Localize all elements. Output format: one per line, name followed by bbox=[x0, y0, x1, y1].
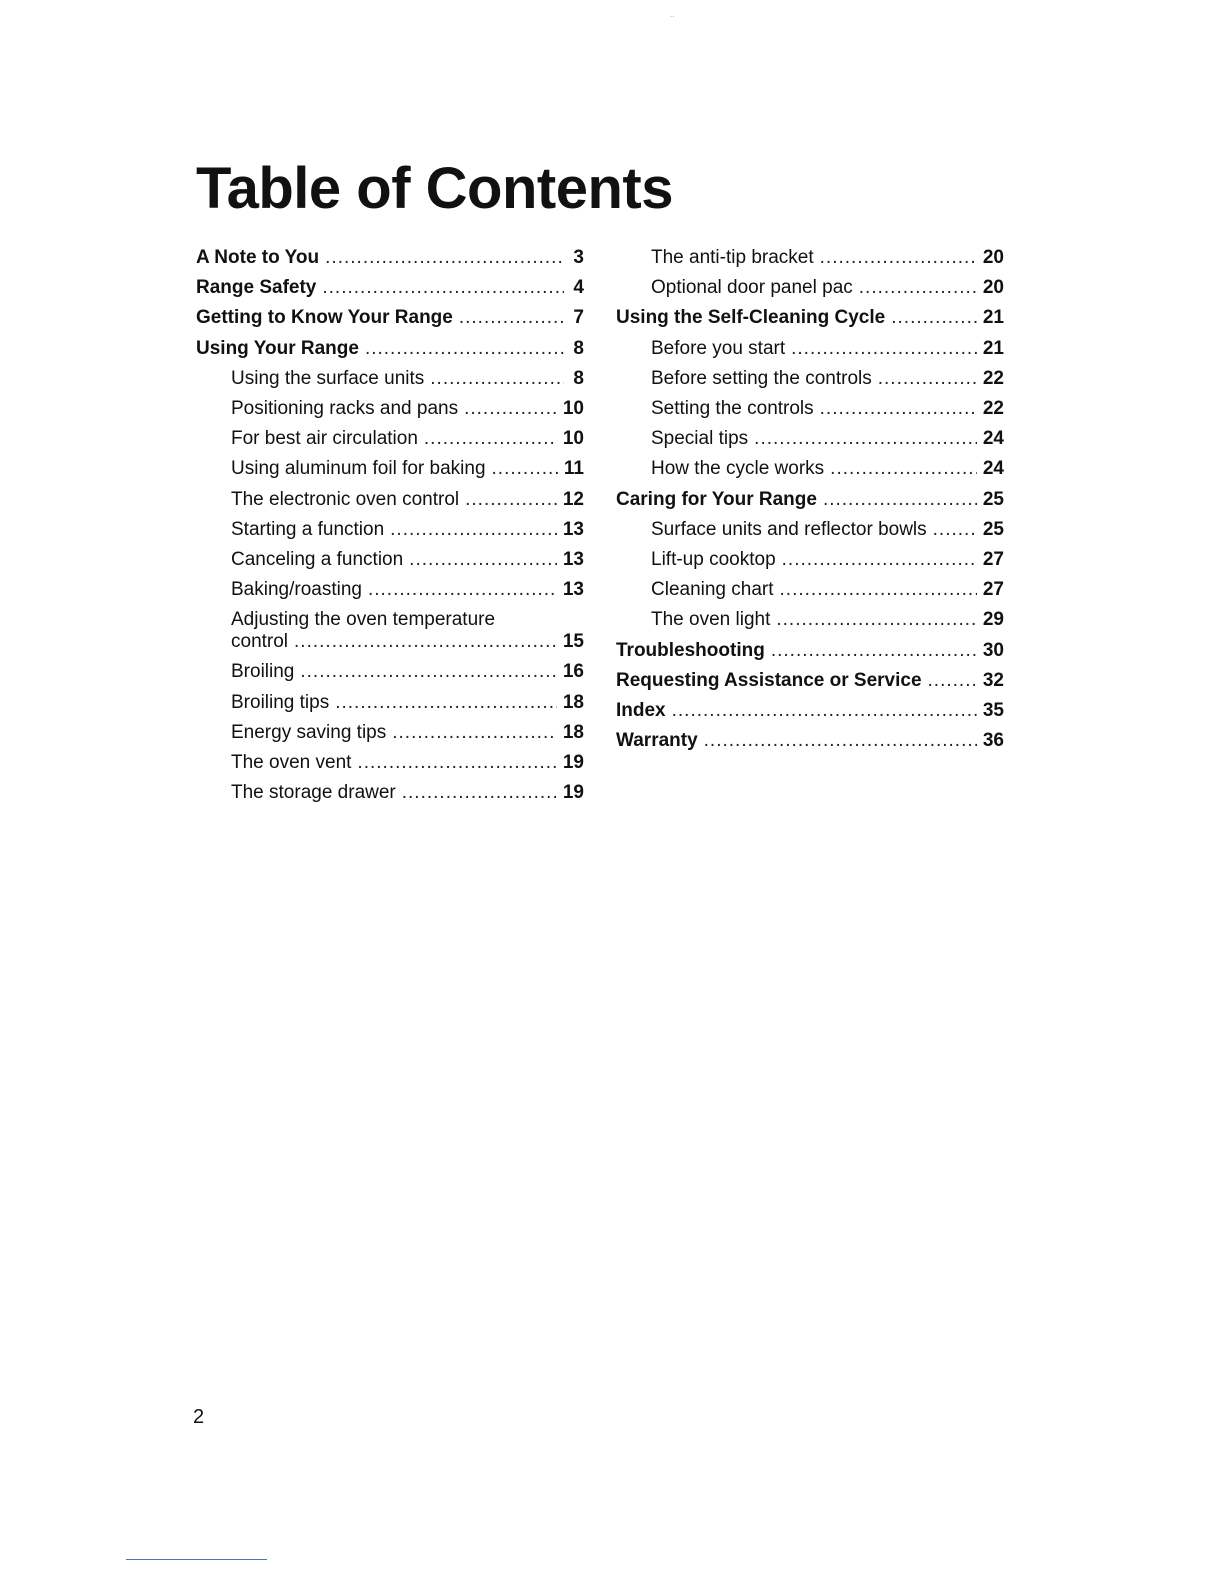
scan-speck: .. bbox=[670, 10, 675, 19]
dot-leader bbox=[368, 575, 557, 605]
toc-entry-label: Positioning racks and pans bbox=[231, 398, 459, 420]
toc-entry-how-the-cycle-works[interactable] bbox=[616, 454, 1004, 484]
toc-entry-page: 25 bbox=[982, 488, 1004, 510]
toc-entry-page: 24 bbox=[982, 458, 1004, 480]
toc-entry-caring-for-your-range[interactable] bbox=[616, 485, 1004, 515]
toc-entry-label: Using aluminum foil for baking bbox=[231, 458, 486, 480]
toc-entry-special-tips[interactable] bbox=[616, 424, 1004, 454]
toc-entry-label: The anti-tip bracket bbox=[651, 247, 814, 268]
toc-entry-surface-units-and-reflector-bowls[interactable] bbox=[616, 515, 1004, 545]
toc-entry-page: 35 bbox=[982, 700, 1004, 722]
dot-leader bbox=[459, 303, 564, 333]
toc-entry-label: Adjusting the oven temperature bbox=[231, 609, 496, 631]
dot-leader bbox=[791, 334, 977, 364]
dot-leader bbox=[776, 605, 977, 635]
toc-entry-page: 21 bbox=[982, 307, 1004, 329]
toc-entry-before-setting-the-controls[interactable] bbox=[616, 364, 1004, 394]
toc-entry-using-aluminum-foil-for-baking[interactable] bbox=[196, 454, 584, 484]
toc-entry-label: The oven vent bbox=[231, 752, 352, 774]
dot-leader bbox=[325, 243, 564, 273]
dot-leader bbox=[390, 515, 557, 545]
toc-entry-page: 13 bbox=[562, 549, 584, 571]
toc-entry-page: 20 bbox=[982, 277, 1004, 299]
dot-leader bbox=[294, 631, 557, 653]
toc-entry-setting-the-controls[interactable] bbox=[616, 394, 1004, 424]
dot-leader bbox=[823, 485, 977, 515]
dot-leader bbox=[780, 575, 977, 605]
toc-entry-broiling-tips[interactable] bbox=[196, 688, 584, 718]
dot-leader bbox=[465, 485, 557, 515]
toc-entry-label: Energy saving tips bbox=[231, 721, 387, 743]
toc-entry-page: 18 bbox=[562, 721, 584, 743]
toc-entry-the-oven-light[interactable] bbox=[616, 605, 1004, 635]
toc-entry-adjusting-the-oven-temperature[interactable] bbox=[196, 605, 584, 657]
dot-leader bbox=[402, 778, 557, 808]
toc-entry-the-electronic-oven-control[interactable] bbox=[196, 485, 584, 515]
dot-leader bbox=[357, 748, 556, 778]
dot-leader bbox=[492, 454, 558, 484]
toc-right-column bbox=[616, 243, 1004, 756]
dot-leader bbox=[409, 545, 557, 575]
toc-entry-label: Warranty bbox=[616, 730, 698, 752]
toc-entry-the-oven-vent[interactable] bbox=[196, 748, 584, 778]
dot-leader bbox=[424, 424, 557, 454]
toc-entry-page: 29 bbox=[982, 609, 1004, 631]
toc-entry-baking-roasting[interactable] bbox=[196, 575, 584, 605]
toc-entry-requesting-assistance-or-service[interactable] bbox=[616, 666, 1004, 696]
toc-entry-label: Broiling bbox=[231, 661, 295, 683]
toc-entry-page: 20 bbox=[982, 247, 1004, 268]
toc-entry-label: Using Your Range bbox=[196, 337, 359, 359]
toc-entry-label: For best air circulation bbox=[231, 428, 418, 450]
dot-leader bbox=[365, 334, 564, 364]
toc-entry-page: 27 bbox=[982, 579, 1004, 601]
toc-entry-label: Baking/roasting bbox=[231, 579, 362, 601]
toc-entry-label: Getting to Know Your Range bbox=[196, 307, 453, 329]
toc-entry-page: 13 bbox=[562, 518, 584, 540]
dot-leader bbox=[300, 657, 556, 687]
toc-entry-page: 16 bbox=[562, 661, 584, 683]
dot-leader bbox=[820, 394, 977, 424]
toc-entry-page: 15 bbox=[562, 631, 584, 653]
toc-entry-label: Setting the controls bbox=[651, 398, 814, 420]
dot-leader bbox=[322, 273, 564, 303]
toc-entry-energy-saving-tips[interactable] bbox=[196, 718, 584, 748]
dot-leader bbox=[878, 364, 977, 394]
toc-entry-page: 8 bbox=[573, 337, 584, 359]
toc-entry-label-continued: control bbox=[231, 631, 289, 653]
toc-entry-page: 12 bbox=[562, 488, 584, 510]
dot-leader bbox=[754, 424, 977, 454]
toc-entry-label: Broiling tips bbox=[231, 691, 330, 713]
toc-entry-label: Optional door panel pac bbox=[651, 277, 853, 299]
toc-entry-the-storage-drawer[interactable] bbox=[196, 778, 584, 808]
toc-entry-lift-up-cooktop[interactable] bbox=[616, 545, 1004, 575]
toc-entry-the-anti-tip-bracket[interactable] bbox=[616, 243, 1004, 273]
toc-entry-page: 4 bbox=[573, 277, 584, 299]
dot-leader bbox=[830, 454, 977, 484]
toc-entry-label: The storage drawer bbox=[231, 782, 396, 804]
dot-leader bbox=[771, 636, 977, 666]
toc-entry-getting-to-know-your-range[interactable] bbox=[196, 303, 584, 333]
dot-leader bbox=[859, 273, 977, 303]
toc-entry-a-note-to-you[interactable] bbox=[196, 243, 584, 273]
toc-entry-page: 30 bbox=[982, 639, 1004, 661]
toc-entry-page: 22 bbox=[982, 398, 1004, 420]
toc-entry-label: Canceling a function bbox=[231, 549, 404, 571]
toc-entry-label: The electronic oven control bbox=[231, 488, 460, 510]
toc-entry-page: 27 bbox=[982, 549, 1004, 571]
bottom-rule bbox=[126, 1559, 267, 1560]
toc-entry-label: Requesting Assistance or Service bbox=[616, 669, 922, 691]
toc-entry-page: 25 bbox=[982, 518, 1004, 540]
dot-leader bbox=[335, 688, 557, 718]
dot-leader bbox=[782, 545, 977, 575]
toc-entry-page: 10 bbox=[562, 428, 584, 450]
dot-leader bbox=[933, 515, 977, 545]
dot-leader bbox=[891, 303, 977, 333]
dot-leader bbox=[672, 696, 977, 726]
toc-entry-label: Before you start bbox=[651, 337, 786, 359]
toc-entry-warranty[interactable] bbox=[616, 726, 1004, 756]
toc-entry-label: Before setting the controls bbox=[651, 367, 872, 389]
toc-entry-page: 3 bbox=[573, 247, 584, 268]
toc-entry-page: 21 bbox=[982, 337, 1004, 359]
toc-entry-label: Caring for Your Range bbox=[616, 488, 817, 510]
toc-entry-page: 7 bbox=[573, 307, 584, 329]
toc-entry-cleaning-chart[interactable] bbox=[616, 575, 1004, 605]
toc-entry-page: 13 bbox=[562, 579, 584, 601]
toc-entry-label: Index bbox=[616, 700, 666, 722]
toc-entry-page: 19 bbox=[562, 752, 584, 774]
toc-entry-range-safety[interactable] bbox=[196, 273, 584, 303]
toc-entry-for-best-air-circulation[interactable] bbox=[196, 424, 584, 454]
dot-leader bbox=[464, 394, 557, 424]
toc-entry-optional-door-panel-pac[interactable] bbox=[616, 273, 1004, 303]
toc-entry-label: Using the surface units bbox=[231, 367, 425, 389]
toc-entry-label: Surface units and reflector bowls bbox=[651, 518, 927, 540]
toc-entry-broiling[interactable] bbox=[196, 657, 584, 687]
toc-entry-starting-a-function[interactable] bbox=[196, 515, 584, 545]
toc-entry-page: 11 bbox=[563, 458, 584, 480]
toc-entry-using-the-self-cleaning-cycle[interactable] bbox=[616, 303, 1004, 333]
toc-entry-label: A Note to You bbox=[196, 247, 320, 268]
toc-entry-label: Cleaning chart bbox=[651, 579, 774, 601]
toc-entry-page: 8 bbox=[573, 367, 584, 389]
dot-leader bbox=[704, 726, 977, 756]
toc-entry-before-you-start[interactable] bbox=[616, 334, 1004, 364]
toc-entry-label: How the cycle works bbox=[651, 458, 825, 480]
toc-entry-label: Starting a function bbox=[231, 518, 385, 540]
toc-entry-page: 10 bbox=[562, 398, 584, 420]
toc-entry-using-the-surface-units[interactable] bbox=[196, 364, 584, 394]
toc-entry-label: Troubleshooting bbox=[616, 639, 765, 661]
page-title: Table of Contents bbox=[196, 156, 673, 221]
toc-entry-continuation bbox=[231, 631, 584, 653]
page-number: 2 bbox=[193, 1406, 205, 1428]
toc-entry-troubleshooting[interactable] bbox=[616, 636, 1004, 666]
toc-entry-index[interactable] bbox=[616, 696, 1004, 726]
toc-entry-page: 36 bbox=[982, 730, 1004, 752]
toc-entry-page: 24 bbox=[982, 428, 1004, 450]
toc-entry-page: 32 bbox=[982, 669, 1004, 691]
toc-entry-label: Lift-up cooktop bbox=[651, 549, 776, 571]
toc-entry-label: Special tips bbox=[651, 428, 749, 450]
toc-entry-using-your-range[interactable] bbox=[196, 334, 584, 364]
dot-leader bbox=[928, 666, 977, 696]
dot-leader bbox=[392, 718, 557, 748]
toc-entry-canceling-a-function[interactable] bbox=[196, 545, 584, 575]
dot-leader bbox=[820, 243, 977, 273]
dot-leader bbox=[430, 364, 564, 394]
toc-entry-page: 19 bbox=[562, 782, 584, 804]
toc-left-column bbox=[196, 243, 584, 808]
toc-entry-label: The oven light bbox=[651, 609, 771, 631]
toc-entry-label: Range Safety bbox=[196, 277, 317, 299]
toc-entry-page: 22 bbox=[982, 367, 1004, 389]
toc-entry-positioning-racks-and-pans[interactable] bbox=[196, 394, 584, 424]
toc-entry-label: Using the Self-Cleaning Cycle bbox=[616, 307, 886, 329]
toc-entry-page: 18 bbox=[562, 691, 584, 713]
